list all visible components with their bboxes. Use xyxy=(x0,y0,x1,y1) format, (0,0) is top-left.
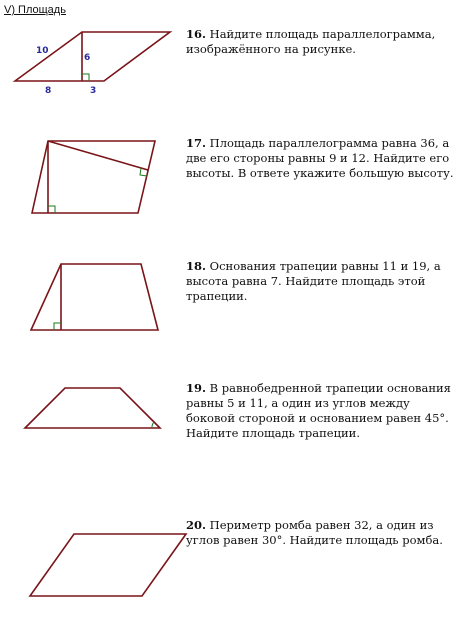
figure-18-trapezoid xyxy=(31,264,158,330)
figure-18-right-angle-mark xyxy=(54,323,61,330)
problem-20-text: Периметр ромба равен 32, а один из углов равен 30°. Найдите площадь ромба. xyxy=(186,518,443,547)
problem-16 xyxy=(186,27,458,57)
figure-17-height-slanted xyxy=(48,141,148,170)
section-heading: V) Площадь xyxy=(4,4,66,16)
problem-17 xyxy=(186,136,458,181)
problem-19-number: 19. xyxy=(186,381,207,395)
problem-18-number: 18. xyxy=(186,259,207,273)
figure-16-right-angle-mark xyxy=(82,74,89,81)
problem-19 xyxy=(186,381,458,441)
problem-19-text: В равнобедренной трапеции основания равны 5 и 11, а один из углов между боковой стороной и основанием равен 45°. Найдите площадь трапеции. xyxy=(186,381,451,440)
figure-16-label-height: 6 xyxy=(84,53,91,63)
figure-17-parallelogram xyxy=(32,141,155,213)
figure-20-rhombus xyxy=(30,534,186,596)
figure-16-label-base-left: 8 xyxy=(45,86,52,96)
problem-16-number: 16. xyxy=(186,27,207,41)
figure-19-trapezoid xyxy=(25,388,160,428)
problem-20-number: 20. xyxy=(186,518,207,532)
figure-16-label-base-right: 3 xyxy=(90,86,97,96)
problem-18-text: Основания трапеции равны 11 и 19, а высота равна 7. Найдите площадь этой трапеции. xyxy=(186,259,441,303)
figure-16-label-side: 10 xyxy=(36,46,49,56)
figure-17-right-angle-mark-bottom xyxy=(48,206,55,213)
problem-20 xyxy=(186,518,458,548)
figure-19-angle-arc xyxy=(152,422,154,428)
problem-17-text: Площадь параллелограмма равна 36, а две его стороны равны 9 и 12. Найдите его высоты. В ответе укажите большую высоту. xyxy=(186,136,454,180)
figure-16-parallelogram xyxy=(15,32,170,81)
problem-18 xyxy=(186,259,458,304)
problem-16-text: Найдите площадь параллелограмма, изображённого на рисунке. xyxy=(186,27,436,56)
problem-17-number: 17. xyxy=(186,136,207,150)
